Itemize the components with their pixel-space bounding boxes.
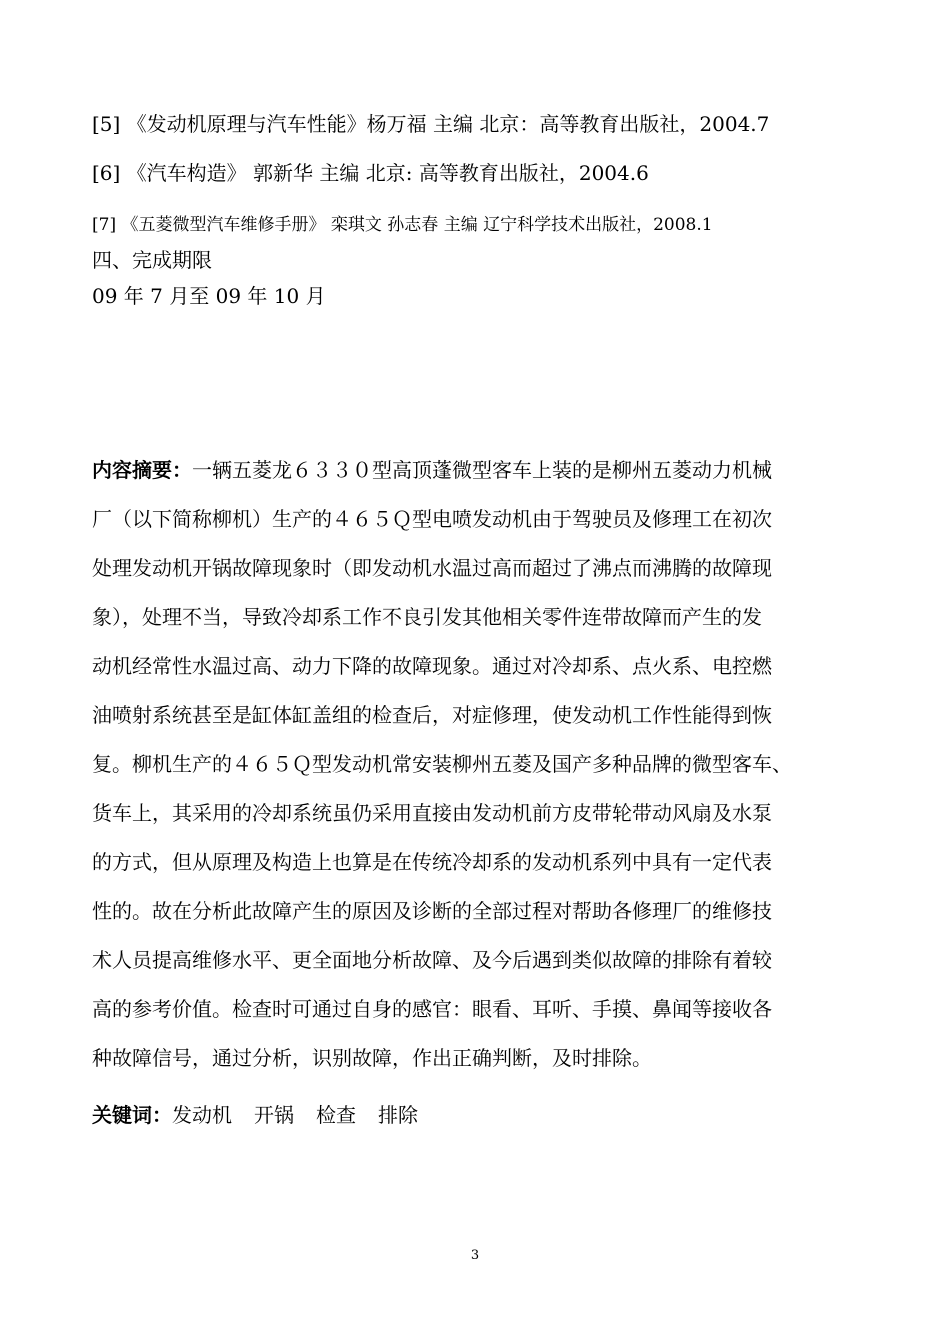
abstract-line: 的方式，但从原理及构造上也算是在传统冷却系的发动机系列中具有一定代表 [92,850,772,874]
keyword: 开锅 [254,1103,294,1127]
abstract-line: 动机经常性水温过高、动力下降的故障现象。通过对冷却系、点火系、电控燃 [92,654,772,678]
completion-period: 09 年 7 月至 09 年 10 月 [92,284,326,308]
abstract-line [92,446,862,495]
abstract-line: 性的。故在分析此故障产生的原因及诊断的全部过程对帮助各修理厂的维修技 [92,899,772,923]
abstract-line: 高的参考价值。检查时可通过自身的感官：眼看、耳听、手摸、鼻闻等接收各 [92,997,772,1021]
reference-7: [7] 《五菱微型汽车维修手册》 栾琪文 孙志春 主编 辽宁科学技术出版社，2008.1 [92,215,713,235]
abstract-line: 厂（以下简称柳机）生产的４６５Ｑ型电喷发动机由于驾驶员及修理工在初次 [92,507,772,531]
keyword: 发动机 [172,1103,232,1127]
abstract-line: 种故障信号，通过分析，识别故障，作出正确判断，及时排除。 [92,1046,652,1070]
keywords-line [92,1100,440,1130]
abstract-line: 术人员提高维修水平、更全面地分析故障、及今后遇到类似故障的排除有着较 [92,948,772,972]
keyword: 检查 [316,1103,356,1127]
keyword: 排除 [378,1103,418,1127]
keywords-label: 关键词： [92,1103,172,1127]
abstract-line: 复。柳机生产的４６５Ｑ型发动机常安装柳州五菱及国产多种品牌的微型客车、 [92,752,792,776]
page-number: 3 [470,1248,480,1263]
abstract-line: 象），处理不当，导致冷却系工作不良引发其他相关零件连带故障而产生的发 [92,605,762,629]
abstract-line-text: 一辆五菱龙６３３０型高顶蓬微型客车上装的是柳州五菱动力机械 [192,458,772,482]
reference-6: [6] 《汽车构造》 郭新华 主编 北京: 高等教育出版社，2004.6 [92,161,649,185]
abstract-label: 内容摘要： [92,458,192,482]
reference-5: [5] 《发动机原理与汽车性能》杨万福 主编 北京：高等教育出版社，2004.7 [92,112,770,136]
abstract-line: 处理发动机开锅故障现象时（即发动机水温过高而超过了沸点而沸腾的故障现 [92,556,772,580]
abstract-block [92,446,862,1083]
abstract-line: 货车上，其采用的冷却系统虽仍采用直接由发动机前方皮带轮带动风扇及水泵 [92,801,772,825]
section-heading: 四、完成期限 [92,248,212,272]
abstract-line: 油喷射系统甚至是缸体缸盖组的检查后，对症修理，使发动机工作性能得到恢 [92,703,772,727]
